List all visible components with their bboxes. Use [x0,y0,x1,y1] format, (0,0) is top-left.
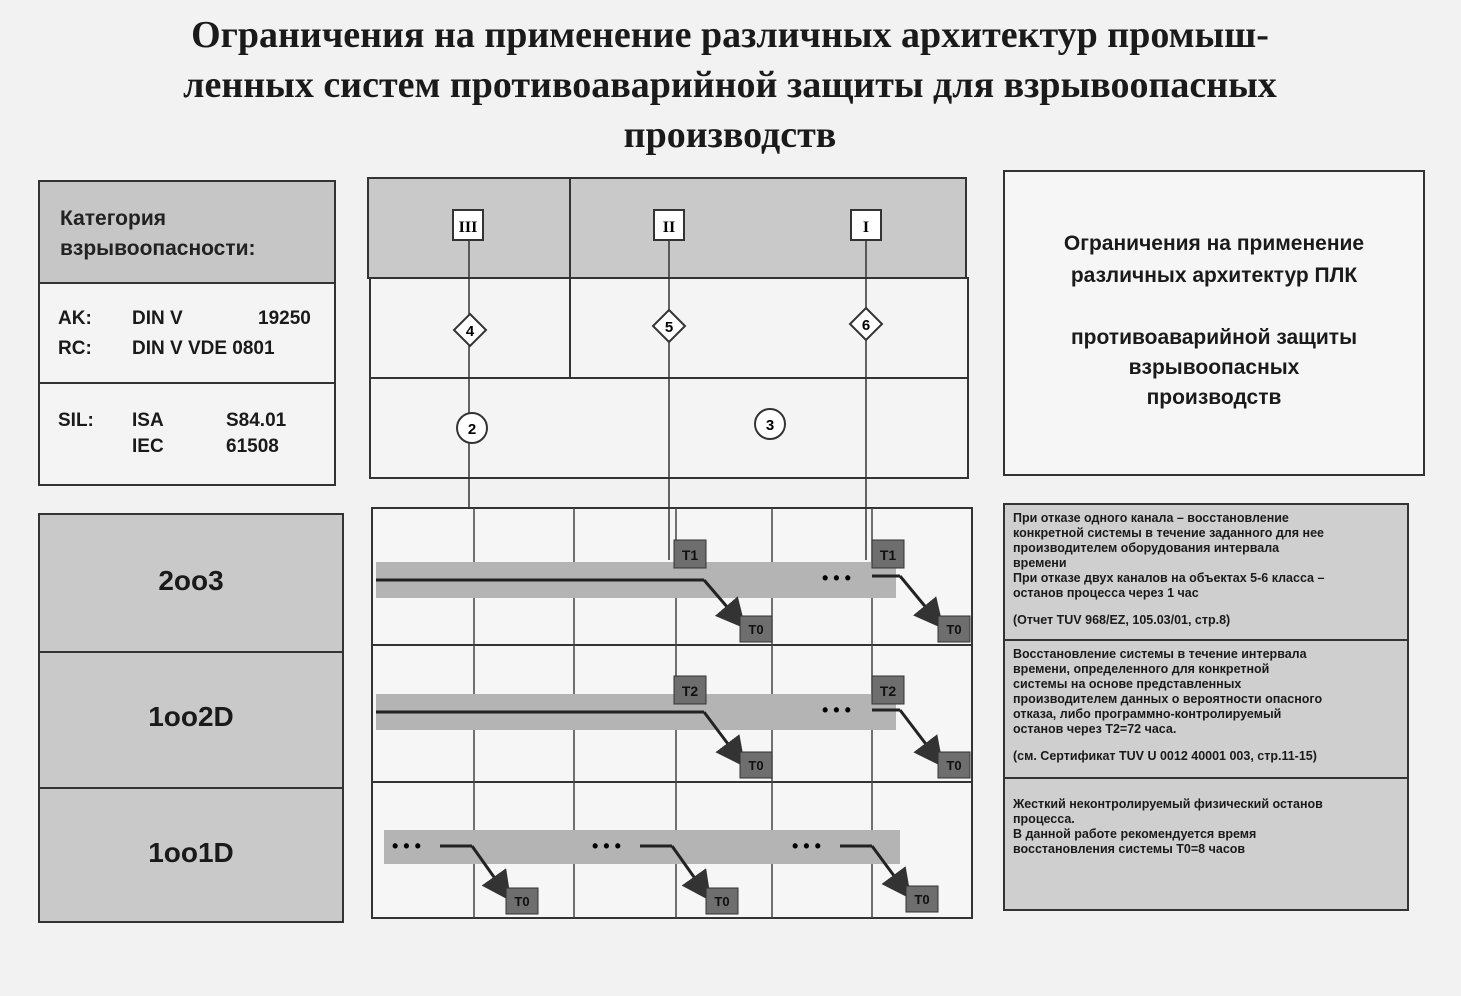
note-line: системы на основе представленных [1013,677,1242,691]
tag-t0-label: T0 [748,622,764,637]
note-reference: (Отчет TUV 968/EZ, 105.03/01, стр.8) [1013,613,1231,627]
description-line-3: противоаварийной защиты [1070,326,1358,349]
note-reference: (см. Сертификат TUV U 0012 40001 003, стр.11-15) [1013,749,1317,763]
marker-III-label: III [458,219,478,236]
std-rc-org: DIN V VDE 0801 [132,338,275,359]
category-header-line-1: Категория [60,207,167,230]
note-line: отказа, либо программно-контролируемый [1013,707,1282,721]
tag-t2-label: T2 [681,683,699,699]
sil-iec-org: IEC [132,436,164,457]
note-line: времени [1013,556,1067,570]
std-ak-org: DIN V [132,308,183,329]
note-line: При отказе одного канала – восстановление [1013,511,1289,525]
sil-abbr: SIL: [58,410,94,431]
note-line: конкретной системы в течение заданного для нее [1013,526,1324,540]
description-line-2: различных архитектур ПЛК [1070,264,1358,287]
circle-3-label: 3 [765,417,775,434]
note-line: производителем оборудования интервала [1013,541,1280,555]
note-line: останов процесса через 1 час [1013,586,1199,600]
note-line: останов через T2=72 часа. [1013,722,1177,736]
circle-2-label: 2 [467,421,477,438]
description-line-5: производств [1146,386,1282,409]
note-line: производителем данных о вероятности опасного [1013,692,1323,706]
tag-t0-label: T0 [514,894,530,909]
tag-t1-label: T1 [879,547,897,563]
note-line: В данной работе рекомендуется время [1013,827,1257,841]
diamond-5-label: 5 [664,319,674,336]
std-rc-abbr: RC: [58,338,92,359]
tag-t1-label: T1 [681,547,699,563]
title-line-2: ленных систем противоаварийной защиты для взрывоопасных [183,64,1277,106]
ellipsis-dots: • • • [822,700,851,720]
note-line: процесса. [1013,812,1075,826]
marker-II-label: II [662,219,676,236]
tag-t0-label: T0 [714,894,730,909]
tag-t0-label: T0 [748,758,764,773]
tag-t0-label: T0 [914,892,930,907]
ellipsis-dots: • • • [792,836,821,856]
note-line: При отказе двух каналов на объектах 5-6 класса – [1013,571,1325,585]
arch-2oo3: 2oo3 [158,565,224,596]
note-line: времени, определенного для конкретной [1013,662,1270,676]
arch-1oo2d: 1oo2D [148,701,234,732]
title-line-3: производств [623,114,837,156]
note-line: Жесткий неконтролируемый физический останов [1013,797,1323,811]
title-line-1: Ограничения на применение различных архитектур промыш- [191,14,1269,56]
ellipsis-dots: • • • [392,836,421,856]
note-line: восстановления системы T0=8 часов [1013,842,1246,856]
marker-I-label: I [862,219,870,236]
description-line-1: Ограничения на применение [1063,232,1365,255]
ellipsis-dots: • • • [822,568,851,588]
sil-isa-num: S84.01 [226,410,287,431]
arch-1oo1d: 1oo1D [148,837,234,868]
sil-iec-num: 61508 [226,436,279,457]
description-line-4: взрывоопасных [1128,356,1300,379]
diamond-6-label: 6 [861,317,871,334]
std-ak-num: 19250 [258,308,311,329]
ellipsis-dots: • • • [592,836,621,856]
std-ak-abbr: AK: [58,308,92,329]
category-header-line-2: взрывоопасности: [60,237,256,260]
note-line: Восстановление системы в течение интервала [1013,647,1307,661]
tag-t0-label: T0 [946,758,962,773]
sil-isa-org: ISA [132,410,164,431]
tag-t0-label: T0 [946,622,962,637]
diamond-4-label: 4 [465,323,475,340]
tag-t2-label: T2 [879,683,897,699]
